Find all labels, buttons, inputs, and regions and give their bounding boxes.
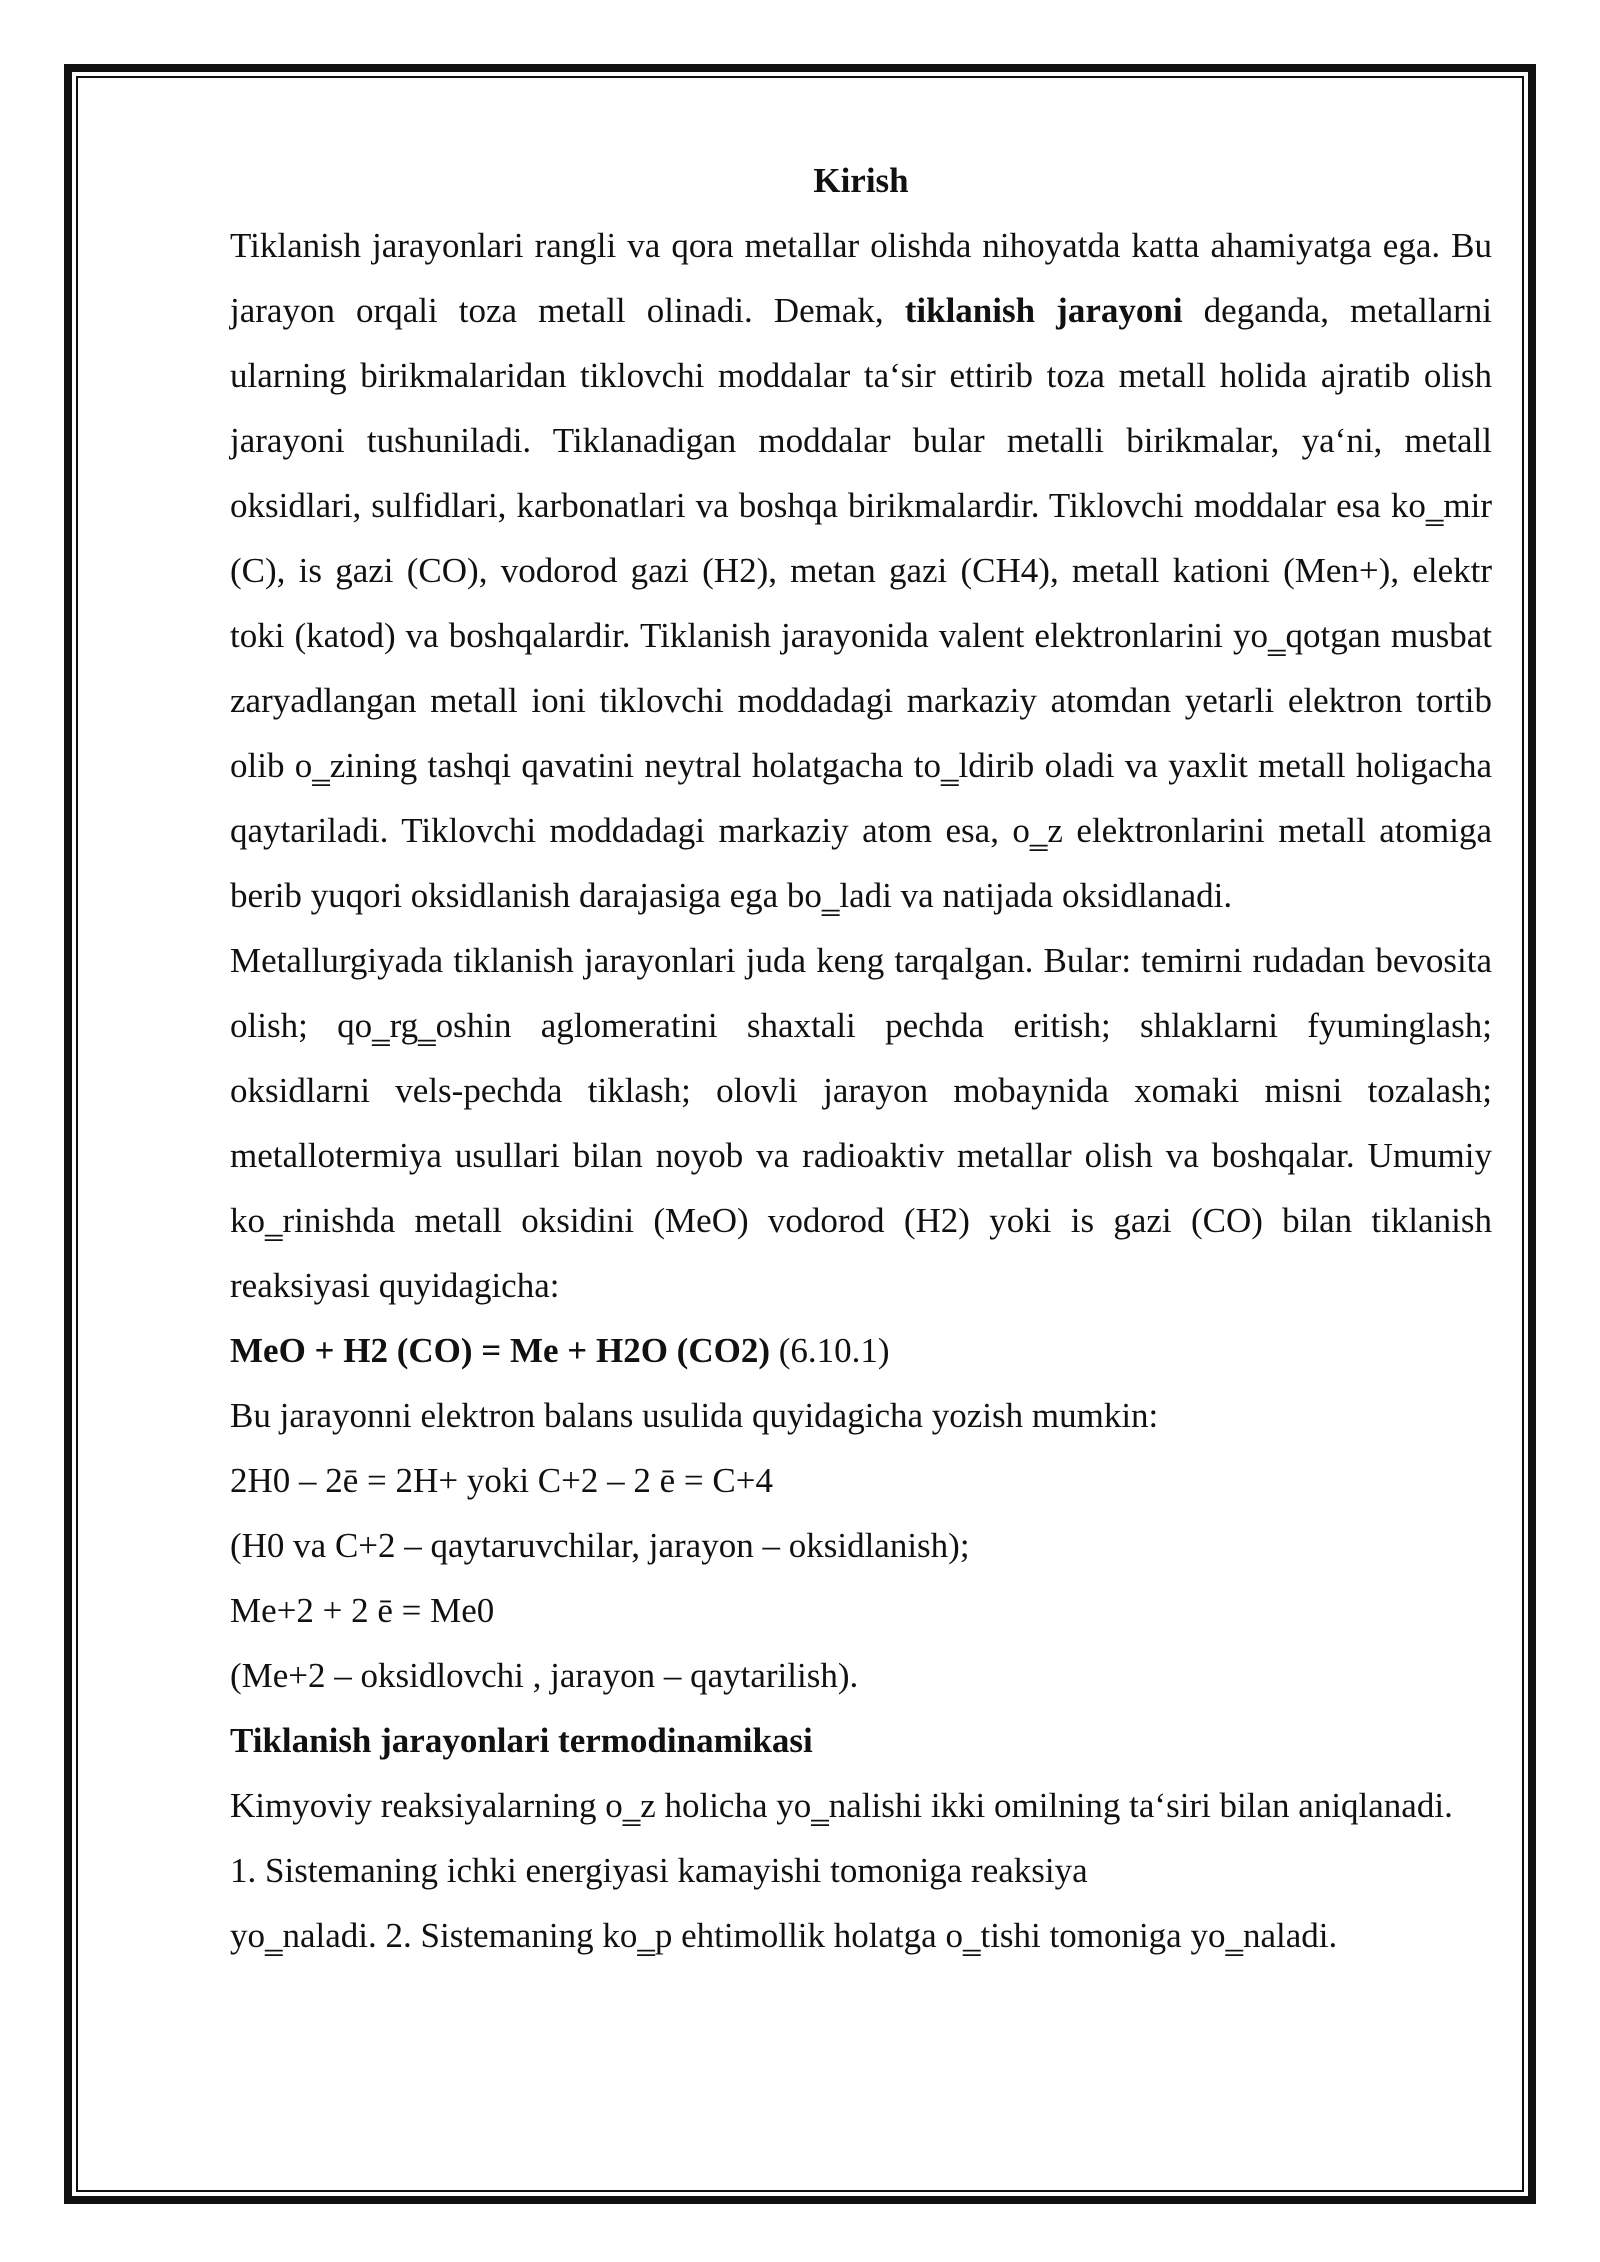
section-heading: Tiklanish jarayonlari termodinamikasi [230,1721,813,1760]
balance-equation-1: 2H0 – 2ē = 2H+ yoki C+2 – 2 ē = C+4 [230,1461,773,1500]
intro-paragraph: Tiklanish jarayonlari rangli va qora metallar olishda nihoyatda katta ahamiyatga ega. Bu jarayon orqali toza metall olinadi. Demak, tiklanish jarayoni deganda, metallarni ularning birikmalaridan tiklovchi moddalar ta‘sir ettirib toza metall holida ajratib olish jarayoni tushuniladi. Tiklanadigan moddalar bular metalli birikmalar, ya‘ni, metall oksidlari, sulfidlari, karbonatlari va boshqa birikmalardir. Tiklovchi moddalar esa ko‗mir (C), is gazi (CO), vodorod gazi (H2), metan gazi (CH4), metall kationi (Men+), elektr toki (katod) va boshqalardir. Tiklanish jarayonida valent elektronlarini yo‗qotgan musbat zaryadlangan metall ioni tiklovchi moddadagi markaziy atomdan yetarli elektron tortib olib o‗zining tashqi qavatini neytral holatgacha to‗ldirib oladi va yaxlit metall holigacha qaytariladi. Tiklovchi moddadagi markaziy atom esa, o‗z elektronlarini metall atomiga berib yuqori oksidlanish darajasiga ega bo‗ladi va natijada oksidlanadi. [230,226,1492,915]
document-body [230,148,1492,1968]
reaction-equation: MeO + H2 (CO) = Me + H2O (CO2) (6.10.1) [230,1331,890,1370]
bold-term: tiklanish jarayoni [904,291,1183,330]
balance-note-2: (Me+2 – oksidlovchi , jarayon – qaytarilish). [230,1656,859,1695]
balance-intro-line: Bu jarayonni elektron balans usulida quyidagicha yozish mumkin: [230,1396,1159,1435]
thermo-paragraph: Kimyoviy reaksiyalarning o‗z holicha yo‗nalishi ikki omilning ta‘siri bilan aniqlanadi. [230,1786,1453,1825]
balance-equation-2: Me+2 + 2 ē = Me0 [230,1591,495,1630]
list-item-2: yo‗naladi. 2. Sistemaning ko‗p ehtimollik holatga o‗tishi tomoniga yo‗naladi. [230,1916,1338,1955]
metallurgy-paragraph: Metallurgiyada tiklanish jarayonlari juda keng tarqalgan. Bular: temirni rudadan bevosita olish; qo‗rg‗oshin aglomeratini shaxtali pechda eritish; shlaklarni fyuminglash; oksidlarni vels-pechda tiklash; olovli jarayon mobaynida xomaki misni tozalash; metallotermiya usullari bilan noyob va radioaktiv metallar olish va boshqalar. Umumiy ko‗rinishda metall oksidini (MeO) vodorod (H2) yoki is gazi (CO) bilan tiklanish reaksiyasi quyidagicha: [230,941,1492,1305]
list-item-1: 1. Sistemaning ichki energiyasi kamayishi tomoniga reaksiya [230,1851,1088,1890]
balance-note-1: (H0 va C+2 – qaytaruvchilar, jarayon – oksidlanish); [230,1526,970,1565]
document-title: Kirish [813,161,909,200]
